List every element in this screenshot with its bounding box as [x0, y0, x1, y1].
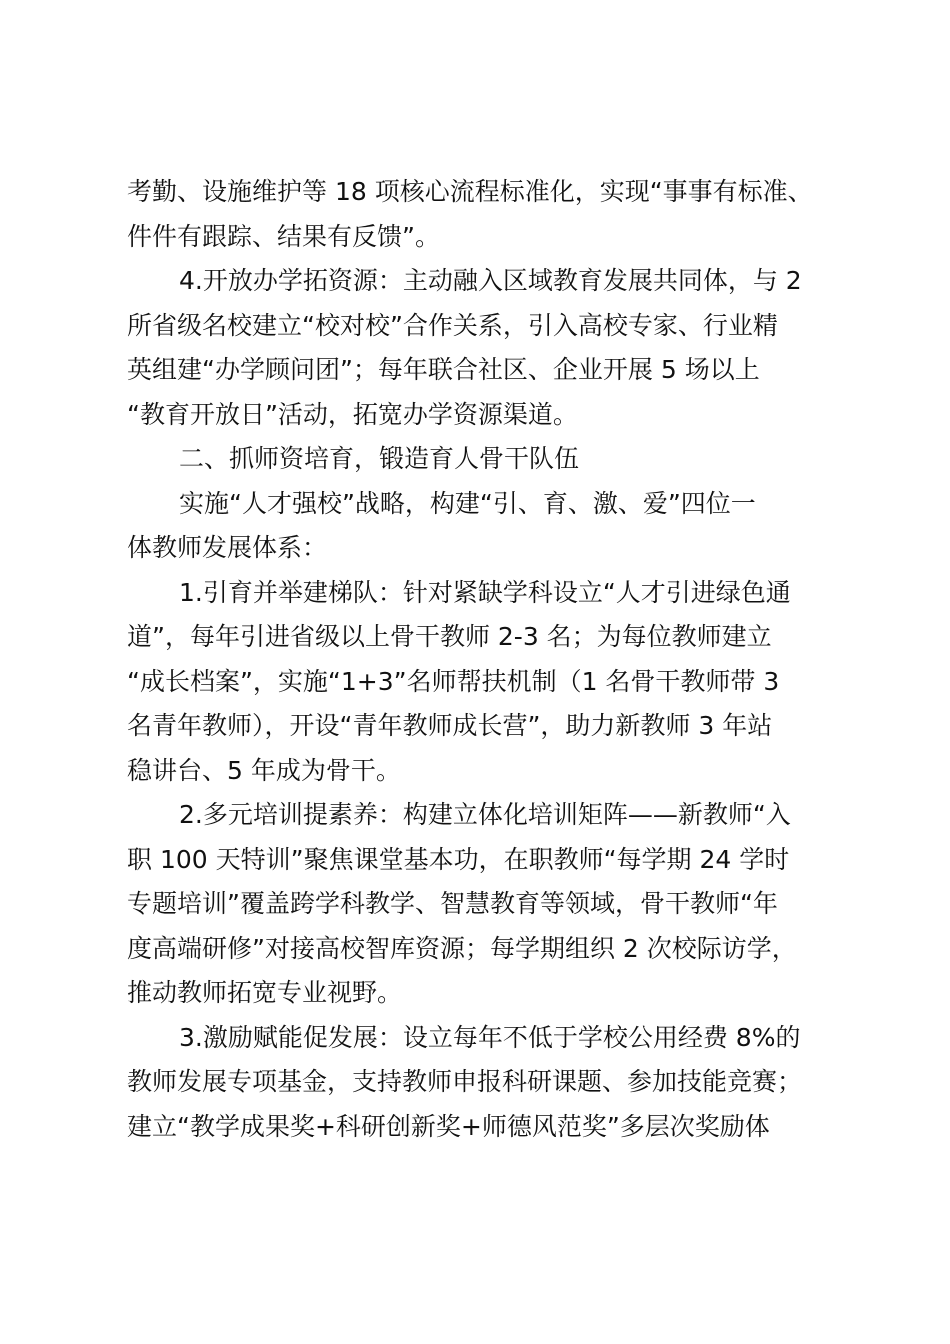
text-line-12: “成长档案”，实施“1+3”名师帮扶机制（1 名骨干教师带 3	[127, 666, 780, 696]
paragraph-talent-strategy: 实施“人才强校”战略，构建“引、育、激、爱”四位一	[179, 488, 756, 518]
section-heading-teachers: 二、抓师资培育，锻造育人骨干队伍	[179, 444, 580, 473]
text-line-1: 考勤、设施维护等 18 项核心流程标准化，实现“事事有标准、	[127, 177, 813, 206]
text-line-9: 体教师发展体系：	[127, 533, 328, 562]
text-line-21: 教师发展专项基金，支持教师申报科研课题、参加技能竞赛；	[127, 1067, 803, 1096]
text-line-14: 稳讲台、5 年成为骨干。	[127, 755, 401, 785]
text-line-11: 道”，每年引进省级以上骨干教师 2-3 名；为每位教师建立	[127, 622, 772, 651]
paragraph-recruit-train: 1.引育并举建梯队：针对紧缺学科设立“人才引进绿色通	[179, 577, 791, 607]
text-line-16: 职 100 天特训”聚焦课堂基本功，在职教师“每学期 24 学时	[127, 844, 790, 874]
text-line-5: 英组建“办学顾问团”；每年联合社区、企业开展 5 场以上	[127, 355, 760, 384]
text-line-6: “教育开放日”活动，拓宽办学资源渠道。	[127, 399, 578, 429]
text-line-18: 度高端研修”对接高校智库资源；每学期组织 2 次校际访学，	[127, 933, 797, 963]
paragraph-open-schooling: 4.开放办学拓资源：主动融入区域教育发展共同体，与 2	[179, 266, 802, 295]
paragraph-incentives: 3.激励赋能促发展：设立每年不低于学校公用经费 8%的	[179, 1022, 801, 1052]
text-line-2: 件件有跟踪、结果有反馈”。	[127, 221, 440, 251]
text-line-17: 专题培训”覆盖跨学科教学、智慧教育等领域，骨干教师“年	[127, 889, 778, 918]
text-line-19: 推动教师拓宽专业视野。	[127, 978, 403, 1007]
text-line-22: 建立“教学成果奖+科研创新奖+师德风范奖”多层次奖励体	[127, 1111, 770, 1141]
text-line-4: 所省级名校建立“校对校”合作关系，引入高校专家、行业精	[127, 310, 778, 340]
document-body	[127, 170, 825, 1149]
paragraph-training: 2.多元培训提素养：构建立体化培训矩阵——新教师“入	[179, 800, 791, 829]
text-line-13: 名青年教师），开设“青年教师成长营”，助力新教师 3 年站	[127, 711, 773, 740]
